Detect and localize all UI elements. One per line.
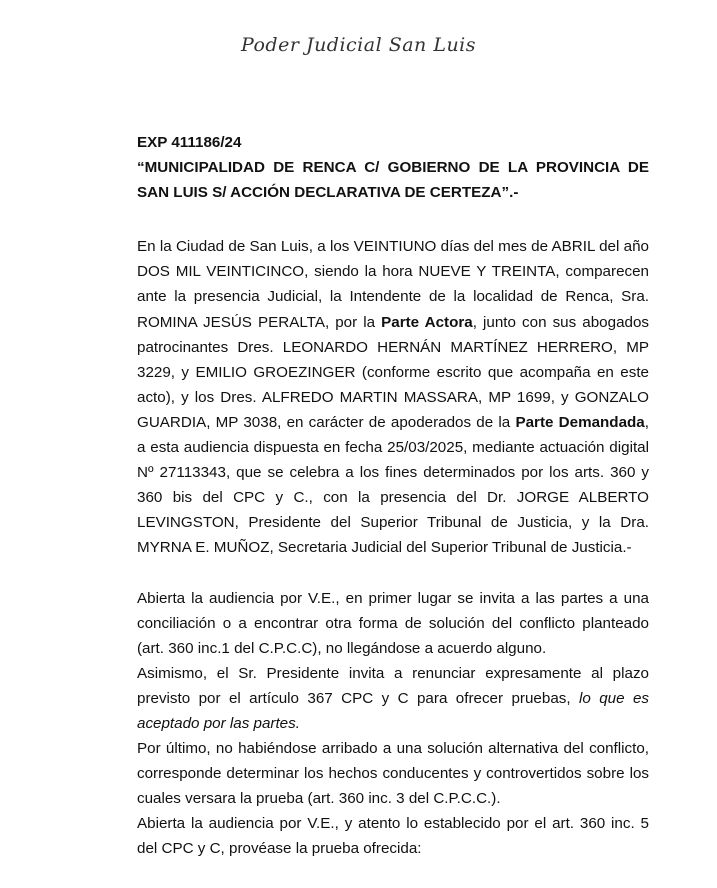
- paragraph-text: , junto con sus abogados patrocinantes Dres. LEONARDO HERNÁN MARTÍNEZ HERRERO, MP 3229, y EMILIO GROEZINGER (conforme escrito que acompaña en este acto), y los Dres. ALFREDO MARTIN MASSARA, MP 1699, y GONZALO GUARDIA, MP 3038, en carácter de apoderados de la: [137, 313, 649, 431]
- document-body: [137, 130, 649, 862]
- bold-term-parte-demandada: Parte Demandada: [515, 413, 645, 431]
- letterhead-title: Poder Judicial San Luis: [240, 34, 477, 56]
- paragraph-conciliation: Abierta la audiencia por V.E., en primer lugar se invita a las partes a una conciliación o a encontrar otra forma de solución del conflicto planteado (art. 360 inc.1 del C.P.C.C), no llegándose a acuerdo alguno.: [137, 589, 649, 657]
- italic-acceptance: lo que es aceptado por las partes.: [137, 689, 650, 732]
- paragraph-text: En la Ciudad de San Luis, a los VEINTIUNO días del mes de ABRIL del año DOS MIL VEINTICINCO, siendo la hora NUEVE Y TREINTA, comparecen ante la presencia Judicial, la Intendente de la localidad de Renca, Sra. ROMINA JESÚS PERALTA, por la: [137, 238, 649, 331]
- case-caption: “MUNICIPALIDAD DE RENCA C/ GOBIERNO DE LA PROVINCIA DE SAN LUIS S/ ACCIÓN DECLARATIVA DE CERTEZA”.-: [137, 159, 649, 202]
- paragraph-text: Asimismo, el Sr. Presidente invita a renunciar expresamente al plazo previsto por el artículo 367 CPC y C para ofrecer pruebas,: [137, 664, 649, 707]
- paragraph-appearance: [137, 234, 649, 560]
- bold-term-parte-actora: Parte Actora: [381, 313, 473, 331]
- paragraph-evidence: Abierta la audiencia por V.E., y atento lo establecido por el art. 360 inc. 5 del CPC y C, provéase la prueba ofrecida:: [137, 815, 649, 858]
- paragraph-waiver: [137, 661, 649, 736]
- case-number: EXP 411186/24: [137, 134, 242, 151]
- paragraph-text: , a esta audiencia dispuesta en fecha 25/03/2025, mediante actuación digital Nº 27113343, que se celebra a los fines determinados por los arts. 360 y 360 bis del CPC y C., con la presencia del Dr. JORGE ALBERTO LEVINGSTON, Presidente del Superior Tribunal de Justicia, y la Dra. MYRNA E. MUÑOZ, Secretaria Judicial del Superior Tribunal de Justicia.-: [137, 413, 649, 557]
- paragraph-facts: Por último, no habiéndose arribado a una solución alternativa del conflicto, corresponde determinar los hechos conducentes y controvertidos sobre los cuales versara la prueba (art. 360 inc. 3 del C.P.C.C.).: [137, 740, 649, 808]
- case-heading: [137, 130, 649, 205]
